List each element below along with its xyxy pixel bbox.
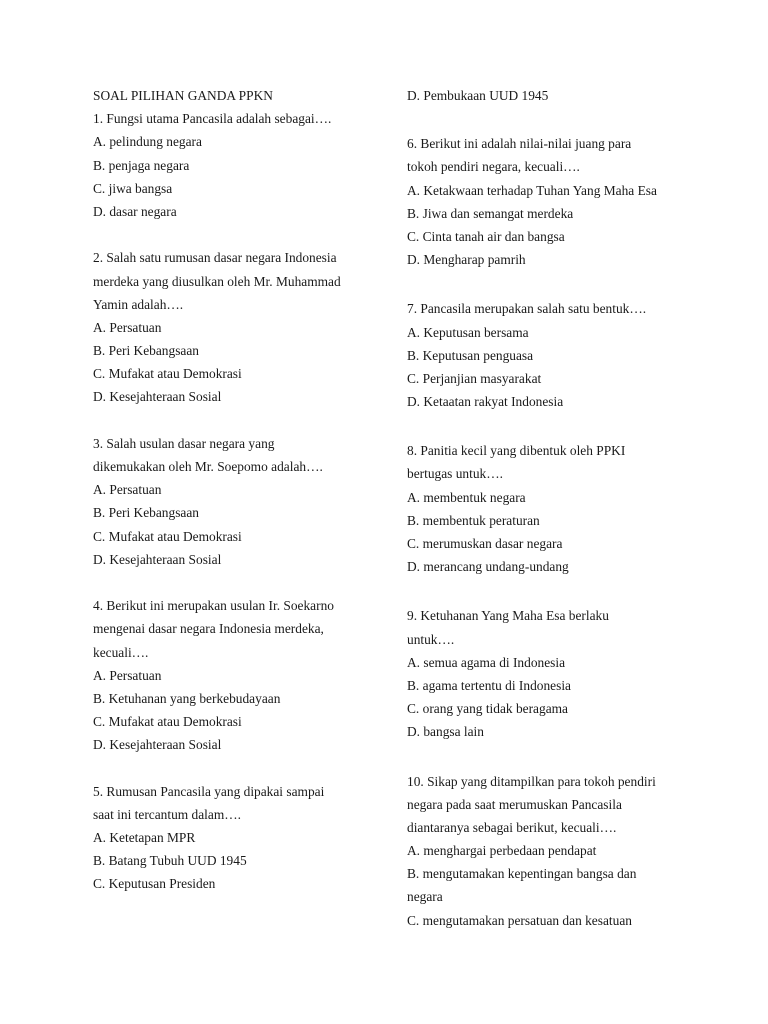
- question-10-text: diantaranya sebagai berikut, kecuali….: [407, 819, 617, 835]
- question-9-option-b: B. agama tertentu di Indonesia: [407, 677, 571, 693]
- question-7-option-c: C. Perjanjian masyarakat: [407, 370, 542, 386]
- question-8-text: bertugas untuk….: [407, 466, 503, 482]
- question-9-text: untuk….: [407, 631, 455, 647]
- question-9-option-d: D. bangsa lain: [407, 724, 484, 740]
- question-2-option-b: B. Peri Kebangsaan: [93, 343, 199, 359]
- question-5-option-b: B. Batang Tubuh UUD 1945: [93, 853, 247, 869]
- question-1-option-c: C. jiwa bangsa: [93, 180, 173, 196]
- question-1-text: 1. Fungsi utama Pancasila adalah sebagai….: [93, 111, 332, 127]
- right-column: [407, 84, 697, 932]
- question-6-option-a: A. Ketakwaan terhadap Tuhan Yang Maha Esa: [407, 182, 657, 198]
- question-6-option-b: B. Jiwa dan semangat merdeka: [407, 205, 574, 221]
- question-4-option-a: A. Persatuan: [93, 667, 162, 683]
- question-9-option-a: A. semua agama di Indonesia: [407, 654, 566, 670]
- question-6-text: tokoh pendiri negara, kecuali….: [407, 159, 580, 175]
- question-3-text: dikemukakan oleh Mr. Soepomo adalah….: [93, 459, 323, 474]
- question-4-text: mengenai dasar negara Indonesia merdeka,: [93, 621, 324, 637]
- question-8-option-b: B. membentuk peraturan: [407, 512, 540, 528]
- question-5-text: saat ini tercantum dalam….: [93, 806, 241, 822]
- question-3-option-c: C. Mufakat atau Demokrasi: [93, 528, 242, 544]
- question-2-text: 2. Salah satu rumusan dasar negara Indonesia: [93, 250, 337, 266]
- question-3-option-d: D. Kesejahteraan Sosial: [93, 551, 222, 567]
- question-8-text: 8. Panitia kecil yang dibentuk oleh PPKI: [407, 443, 626, 459]
- question-3-option-b: B. Peri Kebangsaan: [93, 505, 199, 521]
- question-6-option-c: C. Cinta tanah air dan bangsa: [407, 228, 565, 244]
- question-5-option-d: D. Pembukaan UUD 1945: [407, 88, 549, 103]
- question-4-option-b: B. Ketuhanan yang berkebudayaan: [93, 690, 281, 706]
- question-9-option-c: C. orang yang tidak beragama: [407, 701, 569, 717]
- question-4-option-c: C. Mufakat atau Demokrasi: [93, 714, 242, 730]
- question-2-text: Yamin adalah….: [93, 296, 184, 312]
- question-10-option-b: B. mengutamakan kepentingan bangsa dan: [407, 866, 637, 882]
- question-1-option-d: D. dasar negara: [93, 203, 177, 219]
- question-8-option-c: C. merumuskan dasar negara: [407, 536, 563, 551]
- question-5-option-c: C. Keputusan Presiden: [93, 876, 216, 892]
- question-9-text: 9. Ketuhanan Yang Maha Esa berlaku: [407, 608, 609, 624]
- question-10-option-a: A. menghargai perbedaan pendapat: [407, 843, 597, 859]
- question-10-text: negara pada saat merumuskan Pancasila: [407, 796, 622, 812]
- question-2-text: merdeka yang diusulkan oleh Mr. Muhammad: [93, 273, 341, 289]
- question-4-text: 4. Berikut ini merupakan usulan Ir. Soekarno: [93, 598, 334, 614]
- question-10-option-b-cont: negara: [407, 889, 443, 905]
- question-1-option-b: B. penjaga negara: [93, 157, 190, 173]
- question-7-option-a: A. Keputusan bersama: [407, 324, 529, 340]
- question-4-option-d: D. Kesejahteraan Sosial: [93, 737, 222, 753]
- question-8-option-d: D. merancang undang-undang: [407, 559, 569, 575]
- question-7-option-b: B. Keputusan penguasa: [407, 347, 534, 363]
- question-4-text: kecuali….: [93, 644, 149, 660]
- question-2-option-c: C. Mufakat atau Demokrasi: [93, 366, 242, 382]
- question-2-option-d: D. Kesejahteraan Sosial: [93, 389, 222, 405]
- question-7-option-d: D. Ketaatan rakyat Indonesia: [407, 394, 564, 410]
- question-8-option-a: A. membentuk negara: [407, 489, 526, 505]
- left-column: [93, 84, 378, 896]
- document-title: SOAL PILIHAN GANDA PPKN: [93, 88, 273, 103]
- question-6-option-d: D. Mengharap pamrih: [407, 252, 526, 268]
- question-7-text: 7. Pancasila merupakan salah satu bentuk….: [407, 301, 647, 317]
- question-5-text: 5. Rumusan Pancasila yang dipakai sampai: [93, 783, 325, 799]
- question-5-option-a: A. Ketetapan MPR: [93, 830, 196, 845]
- question-10-option-c: C. mengutamakan persatuan dan kesatuan: [407, 912, 632, 928]
- question-3-option-a: A. Persatuan: [93, 482, 162, 498]
- question-2-option-a: A. Persatuan: [93, 319, 162, 335]
- question-1-option-a: A. pelindung negara: [93, 134, 202, 150]
- question-6-text: 6. Berikut ini adalah nilai-nilai juang para: [407, 136, 632, 152]
- question-3-text: 3. Salah usulan dasar negara yang: [93, 435, 275, 451]
- question-10-text: 10. Sikap yang ditampilkan para tokoh pendiri: [407, 773, 656, 789]
